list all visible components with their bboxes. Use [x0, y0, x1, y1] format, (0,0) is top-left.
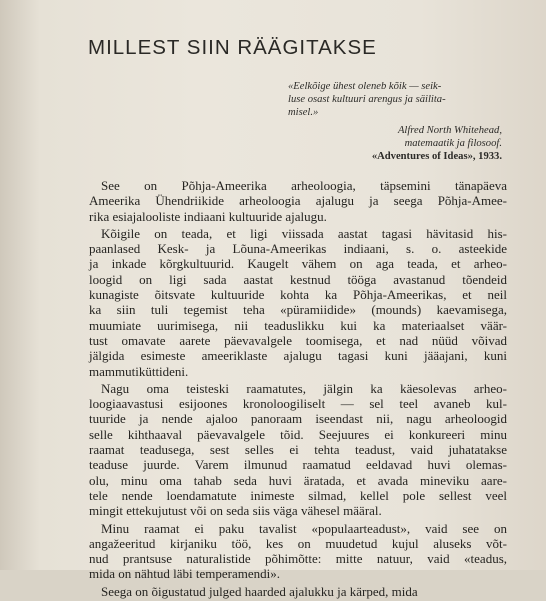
paragraph — [89, 584, 507, 599]
paragraph — [89, 521, 507, 582]
paragraph — [89, 178, 507, 224]
paragraph — [89, 381, 507, 519]
text-line: Kõigile on teada, et ligi viissada aastat tagasi hävitasid his- — [101, 225, 507, 241]
epigraph-line: «Eelkõige ühest oleneb kõik — seik- — [288, 81, 442, 92]
text-line: olu, minu oma tahab seda huvi äratada, et avada mineviku aare- — [89, 472, 507, 488]
text-line: Nagu oma teisteski raamatutes, jälgin ka käesolevas arheo- — [101, 380, 507, 396]
text-line: Minu raamat ei paku tavalist «populaarteadust», vaid see on — [101, 520, 507, 536]
text-line: tele nende loendamatute inimeste silmad, kellel pole sellest veel — [89, 487, 507, 503]
text-line: mingit ettekujutust või on seda siis väga vähesel määral. — [89, 503, 382, 519]
text-line: ja inkade kõrgkultuurid. Kaugelt vähem on aga teada, et arheo- — [89, 256, 507, 272]
epigraph-line: misel.» — [288, 107, 319, 118]
body-text — [89, 178, 507, 601]
text-line: mammutiküttideni. — [89, 363, 189, 379]
text-line: paanlased Kesk- ja Lõuna-Ameerikas indiaani, s. o. asteekide — [89, 241, 507, 257]
text-line: kunagiste õitsvate kultuuride kohta ka Põhja-Ameerikas, et neil — [89, 287, 507, 303]
text-line: mida on nähtud läbi temperamendi». — [89, 566, 280, 582]
text-line: ka siin tuli tegemist teha «püramiidide» (mounds) kaevamisega, — [89, 302, 507, 318]
text-line: teaduse juurde. Varem ilmunud raamatud eeldavad huvi olemas- — [89, 457, 507, 473]
text-line: loogiaavastusi esijoones kronoloogiliselt — sel teel avaneb kul- — [89, 396, 507, 412]
text-line: nud prantsuse naturalistide põhimõtte: mitte natuur, vaid «teadus, — [89, 551, 507, 567]
epigraph-author: Alfred North Whitehead, — [397, 125, 502, 136]
text-line: See on Põhja-Ameerika arheoloogia, täpsemini tänapäeva — [101, 178, 507, 193]
text-line: jälgida esimeste ameeriklaste ajalugu tagasi kuni jääajani, kuni — [89, 348, 507, 364]
text-line: angažeeritud kirjaniku töö, kes on muudetud kujul aluseks võt- — [89, 535, 507, 551]
epigraph-source: «Adventures of Ideas», 1933. — [371, 151, 502, 162]
text-line: rika esiajalooliste indiaani kultuuride ajalugu. — [89, 208, 327, 224]
page-title: MILLEST SIIN RÄÄGITAKSE — [88, 36, 377, 59]
epigraph-author-role: matemaatik ja filosoof. — [404, 138, 502, 149]
epigraph-attribution — [372, 124, 502, 163]
text-line: tuuride ja nende ajaloo panoraam iseendast nii, nagu arheoloogid — [89, 411, 507, 427]
text-line: Ameerika Ühendriikide arheoloogia ajalugu ja seega Põhja-Ameе- — [89, 193, 507, 209]
text-line: raamat teadusega, sest selles ei tehta teadust, vaid juhatatakse — [89, 442, 507, 458]
epigraph-line: luse osast kultuuri arengus ja säilita- — [288, 94, 446, 105]
text-line: tust omavate aarete päevavalgele toomisega, et nad nüüd võivad — [89, 332, 507, 348]
paragraph — [89, 226, 507, 379]
text-line: selle kihthaaval päevavalgele tõid. Seejuures ei konkureeri minu — [89, 426, 507, 442]
epigraph-quote — [288, 80, 502, 119]
text-line: loogid on ligi sada aastat kestnud tööga avastanud tõendeid — [89, 271, 507, 287]
text-line: Seega on õigustatud julged haarded ajalukku ja kärped, mida — [101, 583, 418, 599]
text-line: muumiate uurimisega, nii teaduslikku kui ka materiaalset väär- — [89, 317, 507, 333]
